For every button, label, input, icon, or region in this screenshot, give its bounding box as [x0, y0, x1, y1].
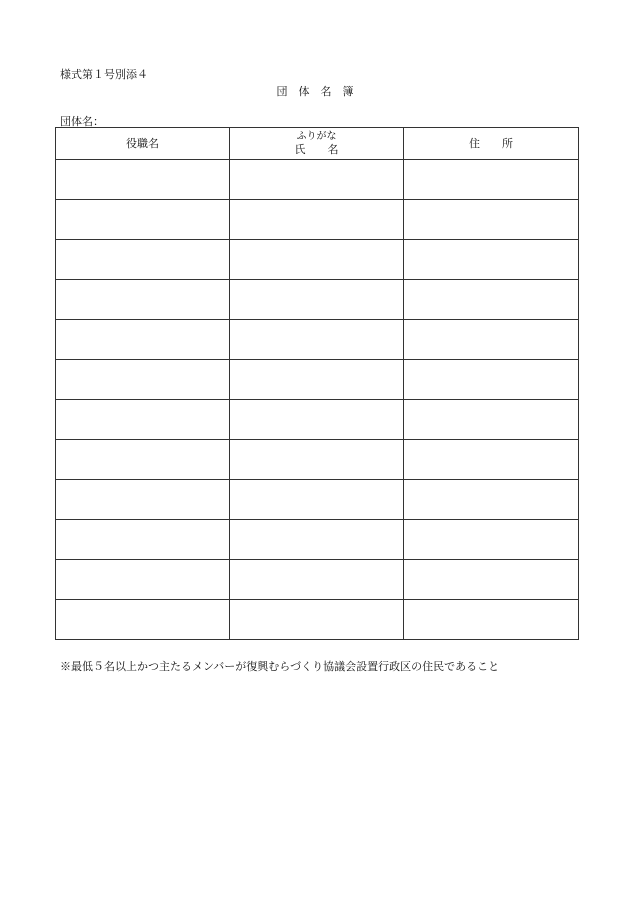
- header-name: [230, 128, 404, 160]
- cell-name[interactable]: [230, 440, 404, 480]
- table-row: [56, 280, 579, 320]
- cell-role[interactable]: [56, 200, 230, 240]
- cell-address[interactable]: [404, 360, 579, 400]
- cell-role[interactable]: [56, 480, 230, 520]
- roster-body: [56, 160, 579, 640]
- cell-role[interactable]: [56, 160, 230, 200]
- member-roster-table: [55, 127, 579, 640]
- cell-name[interactable]: [230, 560, 404, 600]
- cell-name[interactable]: [230, 320, 404, 360]
- header-furigana-label: ふりがな: [296, 131, 337, 142]
- cell-name[interactable]: [230, 400, 404, 440]
- cell-address[interactable]: [404, 600, 579, 640]
- cell-role[interactable]: [56, 240, 230, 280]
- cell-address[interactable]: [404, 560, 579, 600]
- cell-role[interactable]: [56, 280, 230, 320]
- table-row: [56, 240, 579, 280]
- cell-role[interactable]: [56, 400, 230, 440]
- cell-name[interactable]: [230, 480, 404, 520]
- org-name-label: 団体名：: [60, 115, 104, 128]
- cell-name[interactable]: [230, 360, 404, 400]
- cell-name[interactable]: [230, 160, 404, 200]
- form-reference: 様式第１号別添４: [60, 68, 148, 81]
- cell-role[interactable]: [56, 360, 230, 400]
- header-name-label: 氏 名: [294, 143, 339, 156]
- cell-address[interactable]: [404, 280, 579, 320]
- cell-address[interactable]: [404, 240, 579, 280]
- cell-address[interactable]: [404, 480, 579, 520]
- cell-address[interactable]: [404, 520, 579, 560]
- cell-role[interactable]: [56, 600, 230, 640]
- table-row: [56, 480, 579, 520]
- header-role-label: 役職名: [126, 137, 159, 150]
- header-address-label: 住 所: [469, 137, 513, 150]
- table-header-row: [56, 128, 579, 160]
- cell-role[interactable]: [56, 520, 230, 560]
- cell-address[interactable]: [404, 160, 579, 200]
- cell-address[interactable]: [404, 440, 579, 480]
- table-row: [56, 560, 579, 600]
- table-row: [56, 360, 579, 400]
- cell-name[interactable]: [230, 280, 404, 320]
- table-row: [56, 520, 579, 560]
- cell-name[interactable]: [230, 520, 404, 560]
- org-name-field[interactable]: [60, 113, 238, 128]
- header-address: [404, 128, 579, 160]
- cell-address[interactable]: [404, 400, 579, 440]
- footer-note: ※最低５名以上かつ主たるメンバーが復興むらづくり協議会設置行政区の住民であること: [60, 660, 500, 673]
- header-role: [56, 128, 230, 160]
- cell-role[interactable]: [56, 440, 230, 480]
- table-row: [56, 440, 579, 480]
- cell-name[interactable]: [230, 600, 404, 640]
- cell-role[interactable]: [56, 320, 230, 360]
- table-row: [56, 600, 579, 640]
- cell-address[interactable]: [404, 200, 579, 240]
- cell-name[interactable]: [230, 240, 404, 280]
- cell-name[interactable]: [230, 200, 404, 240]
- table-row: [56, 400, 579, 440]
- cell-role[interactable]: [56, 560, 230, 600]
- table-row: [56, 200, 579, 240]
- table-row: [56, 160, 579, 200]
- cell-address[interactable]: [404, 320, 579, 360]
- table-row: [56, 320, 579, 360]
- document-title: 団 体 名 簿: [276, 85, 354, 98]
